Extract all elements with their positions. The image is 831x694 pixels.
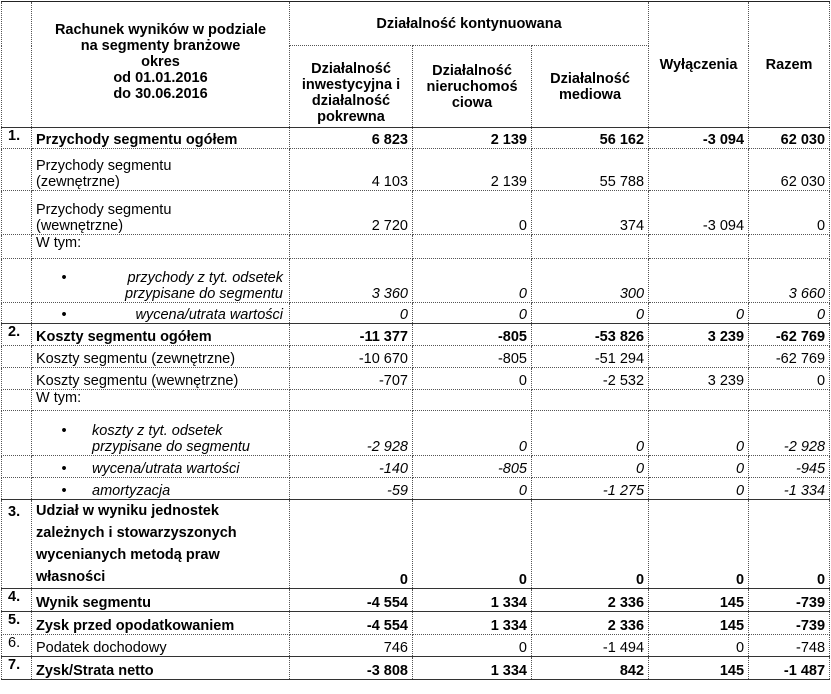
table-row: [2, 368, 830, 390]
cell-exclusions: 0: [649, 500, 749, 589]
table-row: [2, 612, 830, 635]
row-label-line: koszty z tyt. odsetek: [92, 423, 223, 439]
table-row: [2, 456, 830, 478]
cell-property: 0: [413, 411, 532, 456]
cell-total: -62 769: [749, 346, 830, 368]
cell-media: 374: [532, 191, 649, 235]
row-label-line: przychody z tyt. odsetek: [127, 270, 283, 286]
row-label: Koszty segmentu ogółem: [32, 324, 290, 346]
cell-media: -1 494: [532, 635, 649, 657]
row-index: 3.: [2, 500, 32, 589]
cell-property: 0: [413, 303, 532, 324]
header-exclusions: Wyłączenia: [649, 2, 749, 128]
table-row: [2, 635, 830, 657]
row-label-line: wycena/utrata wartości: [135, 307, 283, 323]
cell-investment: 6 823: [290, 128, 413, 149]
cell-total: -2 928: [749, 411, 830, 456]
cell-property: 1 334: [413, 657, 532, 680]
cell-property: [413, 390, 532, 411]
bullet-icon: •: [61, 461, 67, 477]
row-index: [2, 259, 32, 303]
cell-investment: -3 808: [290, 657, 413, 680]
cell-exclusions: 0: [649, 635, 749, 657]
cell-exclusions: 145: [649, 657, 749, 680]
cell-property: -805: [413, 324, 532, 346]
cell-total: 0: [749, 303, 830, 324]
cell-investment: 0: [290, 303, 413, 324]
row-label: Zysk/Strata netto: [32, 657, 290, 680]
cell-media: 2 336: [532, 612, 649, 635]
cell-property: 0: [413, 191, 532, 235]
row-label: [32, 456, 290, 478]
table-row: [2, 346, 830, 368]
cell-investment: 2 720: [290, 191, 413, 235]
row-label: Zysk przed opodatkowaniem: [32, 612, 290, 635]
row-label: [32, 478, 290, 500]
cell-media: 56 162: [532, 128, 649, 149]
cell-total: -1 334: [749, 478, 830, 500]
row-label-line: Przychody segmentu: [36, 158, 172, 174]
cell-investment: 0: [290, 500, 413, 589]
cell-investment: [290, 390, 413, 411]
row-label: [32, 303, 290, 324]
row-label: [32, 191, 290, 235]
row-label: Przychody segmentu ogółem: [32, 128, 290, 149]
row-label: [32, 500, 290, 589]
cell-investment: -4 554: [290, 612, 413, 635]
header-investment: [290, 46, 413, 128]
cell-total: -739: [749, 612, 830, 635]
cell-exclusions: 145: [649, 612, 749, 635]
row-label-line: własności: [36, 569, 106, 585]
header-investment-line: Działalność: [311, 61, 391, 77]
row-label: Podatek dochodowy: [32, 635, 290, 657]
cell-investment: -707: [290, 368, 413, 390]
cell-property: 0: [413, 478, 532, 500]
header-investment-line: pokrewna: [317, 109, 385, 125]
row-label: [32, 411, 290, 456]
cell-property: 2 139: [413, 149, 532, 191]
segment-results-table: [1, 1, 830, 680]
cell-investment: -59: [290, 478, 413, 500]
header-media: [532, 46, 649, 128]
cell-exclusions: [649, 235, 749, 259]
row-label: Koszty segmentu (wewnętrzne): [32, 368, 290, 390]
cell-exclusions: [649, 390, 749, 411]
row-index: [2, 390, 32, 411]
table-row: [2, 324, 830, 346]
cell-property: 0: [413, 368, 532, 390]
row-label: Wynik segmentu: [32, 589, 290, 612]
cell-exclusions: [649, 149, 749, 191]
header-title: [32, 2, 290, 128]
cell-investment: 746: [290, 635, 413, 657]
cell-media: [532, 235, 649, 259]
header-investment-line: inwestycyjna i: [301, 77, 401, 93]
cell-media: -53 826: [532, 324, 649, 346]
table-row: [2, 478, 830, 500]
bullet-icon: •: [61, 307, 67, 323]
cell-investment: 4 103: [290, 149, 413, 191]
header-investment-line: działalność: [311, 93, 391, 109]
cell-total: -739: [749, 589, 830, 612]
row-index: [2, 368, 32, 390]
cell-total: 3 660: [749, 259, 830, 303]
row-label-line: wycena/utrata wartości: [92, 461, 240, 477]
cell-media: 0: [532, 303, 649, 324]
bullet-icon: •: [61, 270, 67, 286]
cell-media: -2 532: [532, 368, 649, 390]
cell-property: -805: [413, 346, 532, 368]
cell-media: 0: [532, 456, 649, 478]
header-property-line: nieruchomoś: [426, 78, 518, 95]
cell-total: [749, 390, 830, 411]
header-corner: [2, 2, 32, 128]
bullet-icon: •: [61, 483, 67, 499]
header-media-line: Działalność: [550, 70, 630, 87]
row-label: W tym:: [32, 390, 290, 411]
row-label-line: Przychody segmentu: [36, 202, 172, 218]
row-label-line: (wewnętrzne): [36, 218, 124, 234]
table-row: [2, 128, 830, 149]
cell-media: 300: [532, 259, 649, 303]
row-index: 7.: [2, 657, 32, 680]
row-label: W tym:: [32, 235, 290, 259]
table-row: [2, 657, 830, 680]
table-row: [2, 411, 830, 456]
cell-investment: -140: [290, 456, 413, 478]
table-row: [2, 589, 830, 612]
cell-investment: -11 377: [290, 324, 413, 346]
cell-exclusions: -3 094: [649, 191, 749, 235]
cell-media: -1 275: [532, 478, 649, 500]
row-index: [2, 346, 32, 368]
row-index: [2, 411, 32, 456]
row-index: 1.: [2, 128, 32, 149]
cell-exclusions: [649, 346, 749, 368]
row-label-line: Udział w wyniku jednostek: [36, 503, 219, 519]
header-title-line: na segmenty branżowe: [80, 38, 241, 54]
cell-media: 0: [532, 500, 649, 589]
cell-property: 1 334: [413, 612, 532, 635]
row-label: [32, 259, 290, 303]
cell-media: 2 336: [532, 589, 649, 612]
row-label-line: zależnych i stowarzyszonych: [36, 525, 237, 541]
header-media-line: mediowa: [558, 86, 622, 103]
cell-total: 62 030: [749, 149, 830, 191]
table-row: [2, 235, 830, 259]
table-row: [2, 191, 830, 235]
row-index: [2, 149, 32, 191]
row-label: [32, 149, 290, 191]
cell-total: -1 487: [749, 657, 830, 680]
header-property-line: Działalność: [432, 62, 512, 79]
cell-exclusions: [649, 259, 749, 303]
cell-total: 62 030: [749, 128, 830, 149]
cell-total: -748: [749, 635, 830, 657]
table-row: [2, 500, 830, 589]
cell-investment: [290, 235, 413, 259]
table-row: [2, 149, 830, 191]
header-title-line: od 01.01.2016: [113, 70, 208, 86]
cell-investment: -4 554: [290, 589, 413, 612]
cell-exclusions: 145: [649, 589, 749, 612]
cell-total: -945: [749, 456, 830, 478]
header-group-continued: [290, 2, 649, 46]
row-label-line: (zewnętrzne): [36, 174, 120, 190]
cell-property: 0: [413, 635, 532, 657]
header-title-line: okres: [141, 54, 180, 70]
cell-investment: -10 670: [290, 346, 413, 368]
cell-investment: -2 928: [290, 411, 413, 456]
cell-media: [532, 390, 649, 411]
row-label: Koszty segmentu (zewnętrzne): [32, 346, 290, 368]
header-property: [413, 46, 532, 128]
row-index: [2, 191, 32, 235]
header-title-line: Rachunek wyników w podziale: [54, 22, 267, 38]
cell-exclusions: -3 094: [649, 128, 749, 149]
cell-exclusions: 3 239: [649, 368, 749, 390]
row-index: 2.: [2, 324, 32, 346]
cell-total: -62 769: [749, 324, 830, 346]
row-label-line: przypisane do segmentu: [92, 439, 250, 455]
row-index: [2, 303, 32, 324]
cell-exclusions: 3 239: [649, 324, 749, 346]
cell-total: 0: [749, 500, 830, 589]
cell-total: 0: [749, 368, 830, 390]
cell-property: -805: [413, 456, 532, 478]
row-label-line: przypisane do segmentu: [125, 286, 283, 302]
table-row: [2, 303, 830, 324]
row-index: [2, 478, 32, 500]
header-title-line: do 30.06.2016: [113, 86, 208, 102]
cell-exclusions: 0: [649, 303, 749, 324]
cell-exclusions: 0: [649, 478, 749, 500]
row-label-line: wycenianych metodą praw: [36, 547, 220, 563]
cell-property: 0: [413, 500, 532, 589]
table-row: [2, 390, 830, 411]
row-index: 5.: [2, 612, 32, 635]
cell-total: [749, 235, 830, 259]
cell-exclusions: 0: [649, 456, 749, 478]
header-total: Razem: [749, 2, 830, 128]
row-index: [2, 235, 32, 259]
table-row: [2, 259, 830, 303]
cell-media: 842: [532, 657, 649, 680]
header-property-line: ciowa: [451, 94, 493, 111]
row-index: 4.: [2, 589, 32, 612]
cell-total: 0: [749, 191, 830, 235]
row-index: 6.: [2, 635, 32, 657]
cell-property: [413, 235, 532, 259]
cell-media: 55 788: [532, 149, 649, 191]
cell-exclusions: 0: [649, 411, 749, 456]
cell-property: 2 139: [413, 128, 532, 149]
cell-investment: 3 360: [290, 259, 413, 303]
row-index: [2, 456, 32, 478]
bullet-icon: •: [61, 423, 67, 439]
cell-property: 1 334: [413, 589, 532, 612]
cell-property: 0: [413, 259, 532, 303]
cell-media: -51 294: [532, 346, 649, 368]
group-label: Działalność kontynuowana: [376, 15, 562, 32]
cell-media: 0: [532, 411, 649, 456]
row-label-line: amortyzacja: [92, 483, 171, 499]
